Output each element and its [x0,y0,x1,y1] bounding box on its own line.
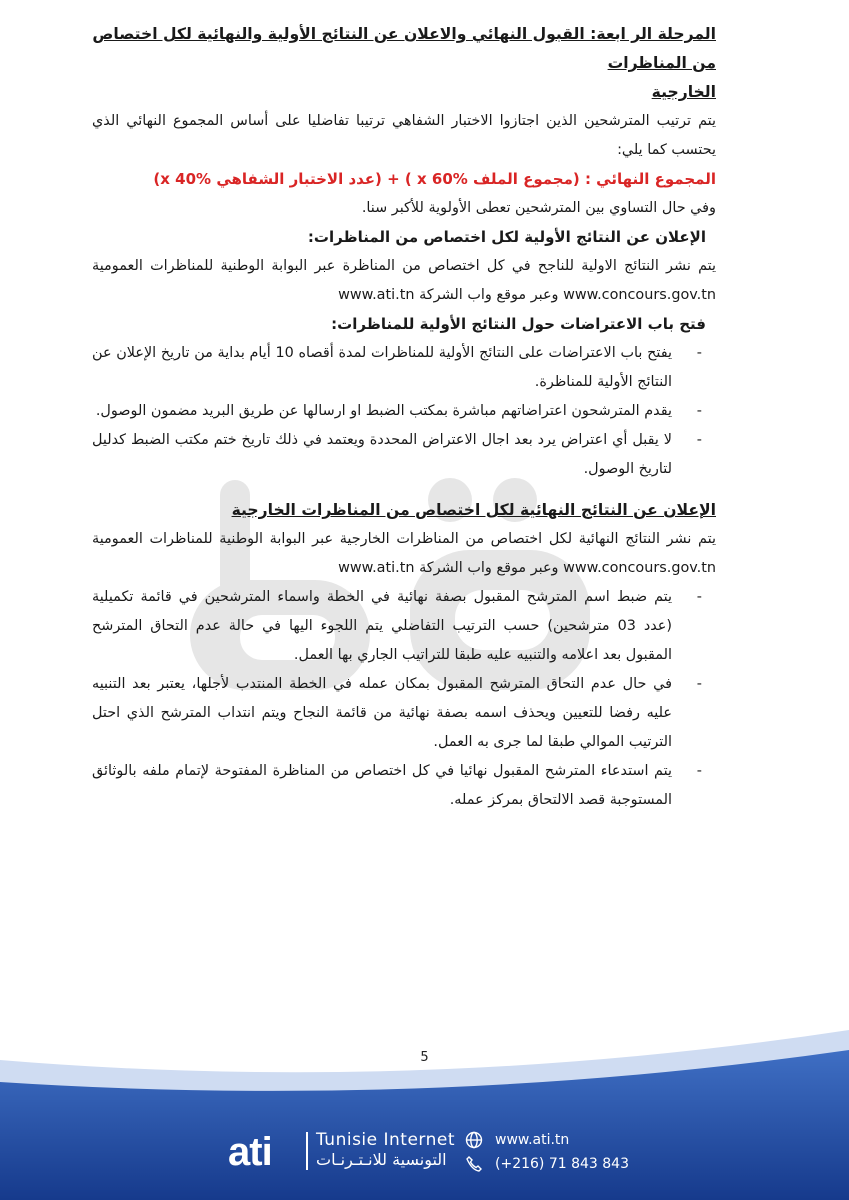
initial-results-paragraph: يتم نشر النتائج الاولية للناجح في كل اختصاص من المناظرة عبر البوابة الوطنية للمناظرات العمومية www.concours.gov.tn وعبر موقع واب الشركة www.ati.tn [92,258,716,303]
logo-wordmark: ati [228,1130,272,1174]
phone-icon [465,1155,483,1173]
ati-link[interactable]: www.ati.tn [338,287,415,303]
footer-contact [465,1128,629,1176]
final-results-heading: الإعلان عن النتائج النهائية لكل اختصاص من المناظرات الخارجية [231,501,716,519]
initial-results-heading: الإعلان عن النتائج الأولية لكل اختصاص من المناظرات: [307,228,706,246]
tie-paragraph: وفي حال التساوي بين المترشحين تعطى الأولوية للأكبر سنا. [361,200,716,216]
list-item: - في حال عدم التحاق المترشح المقبول بمكان عمله في الخطة المنتدب لأجلها، يعتبر بعد التنبيه عليه رفضا للتعيين ويحذف اسمه بصفة نهائية من قائمة النجاح ويتم انتداب المترشح الذي احتل الترتيب الموالي طبقا لما جرى به العمل. [92,670,716,757]
website-link[interactable]: www.ati.tn [495,1132,570,1148]
concours-link[interactable]: www.concours.gov.tn [563,560,716,576]
final-score-formula: المجموع النهائي : (مجموع الملف x 60% ) + (عدد الاختبار الشفاهي x 40%) [153,170,716,188]
ati-logo [228,1128,458,1174]
final-results-list [92,583,716,815]
objections-list [92,339,716,484]
ranking-paragraph: يتم ترتيب المترشحين الذين اجتازوا الاختبار الشفاهي ترتيبا تفاضليا على أساس المجموع النهائي الذي يحتسب كما يلي: [92,113,716,158]
phase-heading: المرحلة الر ابعة: القبول النهائي والاعلان عن النتائج الأولية والنهائية لكل اختصاص من المناظرات الخارجية [92,25,716,101]
objections-heading: فتح باب الاعتراضات حول النتائج الأولية للمناظرات: [331,315,706,333]
ati-link[interactable]: www.ati.tn [338,560,415,576]
brand-name-ar: التونسية للانـتـرنـات [316,1150,447,1169]
phone-number[interactable]: (+216) 71 843 843 [495,1156,629,1172]
list-item: - لا يقبل أي اعتراض يرد بعد اجال الاعتراض المحددة ويعتمد في ذلك تاريخ ختم مكتب الضبط كدليل لتاريخ الوصول. [92,426,716,484]
document-content [92,20,716,815]
globe-icon [465,1131,483,1149]
list-item: - يتم ضبط اسم المترشح المقبول بصفة نهائية في الخطة واسماء المترشحين في قائمة تكميلية (عدد 03 مترشحين) حسب الترتيب التفاضلي يتم اللجوء اليها في حالة عدم التحاق المترشح المقبول بعد اعلامه والتنبيه عليه طبقا للتراتيب الجاري بها العمل. [92,583,716,670]
concours-link[interactable]: www.concours.gov.tn [563,287,716,303]
final-results-paragraph: يتم نشر النتائج النهائية لكل اختصاص من المناظرات الخارجية عبر البوابة الوطنية للمناظرات العمومية www.concours.gov.tn وعبر موقع واب الشركة www.ati.tn [92,531,716,576]
list-item: - يفتح باب الاعتراضات على النتائج الأولية للمناظرات لمدة أقصاه 10 أيام بداية من تاريخ الإعلان عن النتائج الأولية للمناظرة. [92,339,716,397]
list-item: - يقدم المترشحون اعتراضاتهم مباشرة بمكتب الضبط او ارسالها عن طريق البريد مضمون الوصول. [92,397,716,426]
page-number: 5 [420,1050,429,1065]
brand-name-en: Tunisie Internet [316,1130,456,1150]
list-item: - يتم استدعاء المترشح المقبول نهائيا في كل اختصاص من المناظرة المفتوحة لإتمام ملفه بالوثائق المستوجبة قصد الالتحاق بمركز عمله. [92,757,716,815]
